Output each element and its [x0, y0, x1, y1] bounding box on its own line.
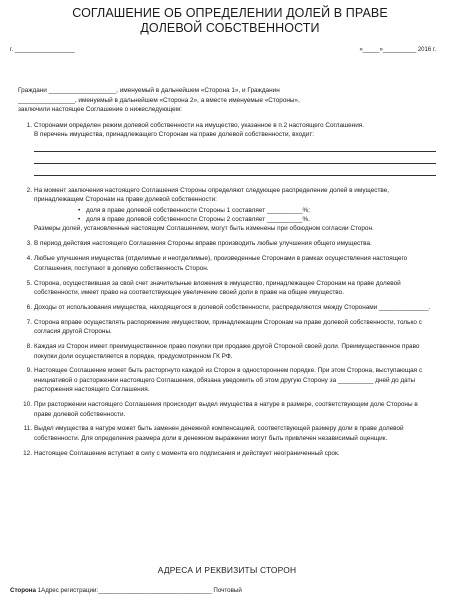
clause-9	[18, 366, 436, 394]
clause-number: 3.	[26, 240, 32, 248]
clause-8	[18, 342, 436, 361]
clause-4	[18, 254, 436, 273]
clause-number: 8.	[26, 343, 32, 351]
clause-text: Сторона, осуществившая за свой счет значительные вложения в имущество, принадлежащее Сторонам на праве долевой собственности, имеет право на соответствующее увеличение своей доли в праве на общее имущество.	[34, 279, 401, 296]
party-details	[10, 587, 242, 594]
clause-number: 1.	[26, 122, 32, 129]
clause-text: Любые улучшения имущества (отделимые и неотделимые), произведенные Сторонами в рамках осуществления настоящего Соглашения, поступают в долевую собственность Сторон.	[34, 255, 408, 272]
clause-text: При расторжении настоящего Соглашения происходит выдел имущества в натуре в размере, соответствующем доле Стороны в праве долевой собственности.	[34, 401, 418, 418]
blank-line	[34, 163, 436, 164]
intro-line: ________________, именуемый в дальнейшем «Сторона 2», а вместе именуемые «Стороны»,	[18, 96, 300, 104]
clause-number: 6.	[26, 303, 32, 311]
clause-3	[18, 239, 436, 248]
clause-subtext: Размеры долей, установленные настоящим Соглашением, могут быть изменены при обоюдном согласии Сторон.	[34, 225, 374, 233]
clause-text: Сторонами определен режим долевой собственности на имущество, указанное в п.2 настоящего Соглашения.	[34, 122, 365, 129]
clause-number: 10.	[23, 401, 32, 409]
clause-number: 9.	[26, 367, 32, 375]
clause-2	[18, 186, 436, 234]
clause-number: 5.	[26, 279, 32, 287]
blank-lines	[34, 151, 436, 176]
section-heading: АДРЕСА И РЕКВИЗИТЫ СТОРОН	[157, 565, 297, 575]
clause-1	[18, 121, 436, 176]
share-item: • доля в праве долевой собственности Стороны 1 составляет __________%;	[78, 206, 436, 215]
clause-text: В период действия настоящего Соглашения Стороны вправе производить любые улучшения общего имущества.	[34, 240, 372, 248]
clause-text: На момент заключения настоящего Соглашения Стороны определяют следующее распределение долей в имуществе, принадлежащем Сторонам на праве долевой собственности:	[34, 186, 390, 204]
clauses-list	[18, 121, 436, 464]
clause-number: 2.	[26, 186, 32, 194]
clause-12	[18, 449, 436, 458]
party-label: Сторона	[10, 587, 36, 594]
intro-line: Граждани ___________________, именуемый в дальнейшем «Сторона 1», и Гражданин	[18, 87, 280, 94]
clause-number: 7.	[26, 318, 32, 326]
blank-line	[34, 151, 436, 152]
blank-line	[34, 175, 436, 176]
place-field: г. __________________	[10, 47, 75, 53]
date-field: «_____»__________ 2016 г.	[359, 47, 436, 53]
clause-number: 4.	[26, 255, 32, 263]
party-address: 1Адрес регистрации:_________________________________ Почтовый	[37, 587, 242, 594]
share-item: • доля в праве долевой собственности Стороны 2 составляет __________%.	[78, 215, 436, 224]
clause-text: Настоящее Соглашение может быть расторгнуто каждой из Сторон в одностороннем порядке. При этом Сторона, выступающая с инициативой о расторжении настоящего Соглашения, обязана уведомить об этом другую Сторону за __________ дней до даты расторжения настоящего Соглашения.	[34, 367, 423, 394]
intro-paragraph	[18, 86, 428, 115]
clause-text: Каждая из Сторон имеет преимущественное право покупки при продаже другой Стороной своей доли. Преимущественное право покупки доли осуществляется в порядке, предусмотренном ГК РФ.	[34, 343, 420, 360]
clause-subtext: В перечень имущества, принадлежащего Сторонам на праве долевой собственности, входит:	[34, 131, 314, 139]
clause-7	[18, 318, 436, 337]
clause-number: 11.	[23, 425, 32, 433]
clause-text: Настоящее Соглашение вступает в силу с момента его подписания и действует неограниченный срок.	[34, 449, 340, 457]
clause-10	[18, 400, 436, 419]
clause-text: Доходы от использования имущества, находящегося в долевой собственности, распределяются между Сторонами ______________.	[34, 303, 431, 311]
clause-6	[18, 303, 436, 312]
clause-text: Выдел имущества в натуре может быть заменен денежной компенсацией, соответствующей размеру доли в праве долевой собственности. Для определения размера доли в денежном выражении могут быть привлечен независимый оценщик.	[34, 425, 404, 442]
clause-11	[18, 424, 436, 443]
clause-text: Сторона вправе осуществлять распоряжение имуществом, принадлежащим Сторонам на праве долевой собственности, только с согласия другой Стороны.	[34, 318, 422, 336]
document-title: СОГЛАШЕНИЕ ОБ ОПРЕДЕЛЕНИИ ДОЛЕЙ В ПРАВЕ ДОЛЕВОЙ СОБСТВЕННОСТИ	[72, 6, 388, 35]
clause-number: 12.	[23, 449, 32, 457]
share-list	[78, 206, 436, 225]
clause-5	[18, 279, 436, 298]
intro-line: заключили настоящее Соглашение о нижеследующем:	[18, 106, 182, 114]
